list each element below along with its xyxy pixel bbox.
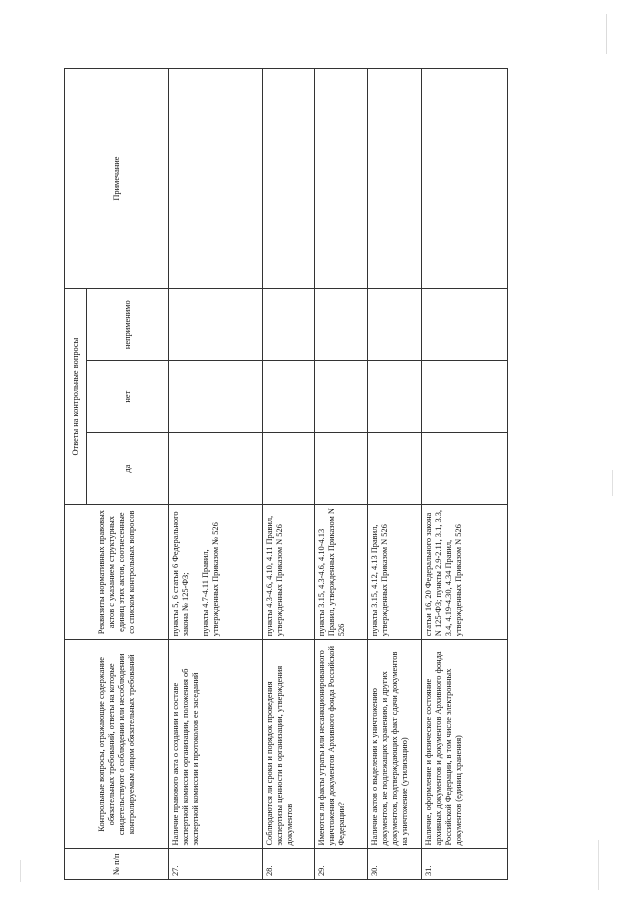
- cell-yes: [422, 433, 508, 505]
- header-answers: Ответы на контрольные вопросы: [65, 289, 87, 505]
- cell-note: [169, 69, 263, 289]
- cell-no: [315, 361, 368, 433]
- scan-artifact: [598, 840, 599, 890]
- cell-note: [422, 69, 508, 289]
- row-requisites: пункты 4.3-4.6, 4.10, 4.11 Правил, утвержденных Приказом N 526: [263, 505, 315, 640]
- table-row: [169, 69, 263, 880]
- row-number: 28.: [263, 849, 315, 880]
- header-requisites: Реквизиты нормативных правовых актов с указанием структурных единиц этих актов, соотнесенные со списком контрольных вопросов: [65, 505, 169, 640]
- cell-no: [422, 361, 508, 433]
- row-question: Наличие правового акта о создании и составе экспертной комиссии организации, положения об экспертной комиссии и протоколов ее заседаний: [169, 640, 263, 849]
- table-row: [263, 69, 315, 880]
- table-header: [65, 69, 169, 880]
- scan-artifact: [612, 470, 613, 496]
- row-requisites: статьи 16, 20 Федерального закона N 125-ФЗ; пункты 2.9-2.11, 3.1, 3.3, 3.4, 4.19-4.30, 4.34 Правил, утвержденных Приказом N 526: [422, 505, 508, 640]
- cell-not-applicable: [263, 289, 315, 361]
- header-yes: да: [87, 433, 169, 505]
- rotated-table-container: [64, 68, 566, 880]
- cell-no: [263, 361, 315, 433]
- row-question: Наличие, оформление и физическое состояние архивных документов и документов Архивного фонда Российской Федерации, в том числе электронных документов (единиц хранения): [422, 640, 508, 849]
- checklist-table: [64, 68, 508, 880]
- scan-artifact: [606, 14, 607, 54]
- cell-no: [169, 361, 263, 433]
- row-number: 30.: [368, 849, 422, 880]
- cell-yes: [263, 433, 315, 505]
- table-row: [368, 69, 422, 880]
- cell-note: [315, 69, 368, 289]
- header-no: нет: [87, 361, 169, 433]
- cell-not-applicable: [315, 289, 368, 361]
- cell-note: [368, 69, 422, 289]
- cell-yes: [368, 433, 422, 505]
- cell-no: [368, 361, 422, 433]
- table-row: [422, 69, 508, 880]
- cell-not-applicable: [169, 289, 263, 361]
- row-number: 29.: [315, 849, 368, 880]
- row-question: Наличие актов о выделении к уничтожению документов, не подлежащих хранению, и других документов, подтверждающих факт сдачи документов на уничтожение (утилизацию): [368, 640, 422, 849]
- row-number: 31.: [422, 849, 508, 880]
- cell-not-applicable: [368, 289, 422, 361]
- row-requisites: пункты 3.15, 4.12, 4.13 Правил, утвержденных Приказом N 526: [368, 505, 422, 640]
- row-requisites: пункты 5, 6 статьи 6 Федерального закона № 125-ФЗ; пункты 4.7-4.11 Правил, утвержденных Приказом № 526: [169, 505, 263, 640]
- row-number: 27.: [169, 849, 263, 880]
- header-question: Контрольные вопросы, отражающие содержание обязательных требований, ответы на которые свидетельствуют о соблюдении или несоблюдении контролируемым лицом обязательных требований: [65, 640, 169, 849]
- header-note: Примечание: [65, 69, 169, 289]
- cell-note: [263, 69, 315, 289]
- row-question: Имеются ли факты утраты или несанкционированного уничтожения документов Архивного фонда Российской Федерации?: [315, 640, 368, 849]
- cell-not-applicable: [422, 289, 508, 361]
- scan-artifact: [20, 860, 21, 882]
- header-number: № п/п: [65, 849, 169, 880]
- table-row: [315, 69, 368, 880]
- row-question: Соблюдаются ли сроки и порядок проведения экспертизы ценности в организации, утверждения документов: [263, 640, 315, 849]
- cell-yes: [315, 433, 368, 505]
- header-not-applicable: неприменимо: [87, 289, 169, 361]
- row-requisites: пункты 3.15, 4.3-4.6, 4.10-4.13 Правил, утвержденных Приказом N 526: [315, 505, 368, 640]
- cell-yes: [169, 433, 263, 505]
